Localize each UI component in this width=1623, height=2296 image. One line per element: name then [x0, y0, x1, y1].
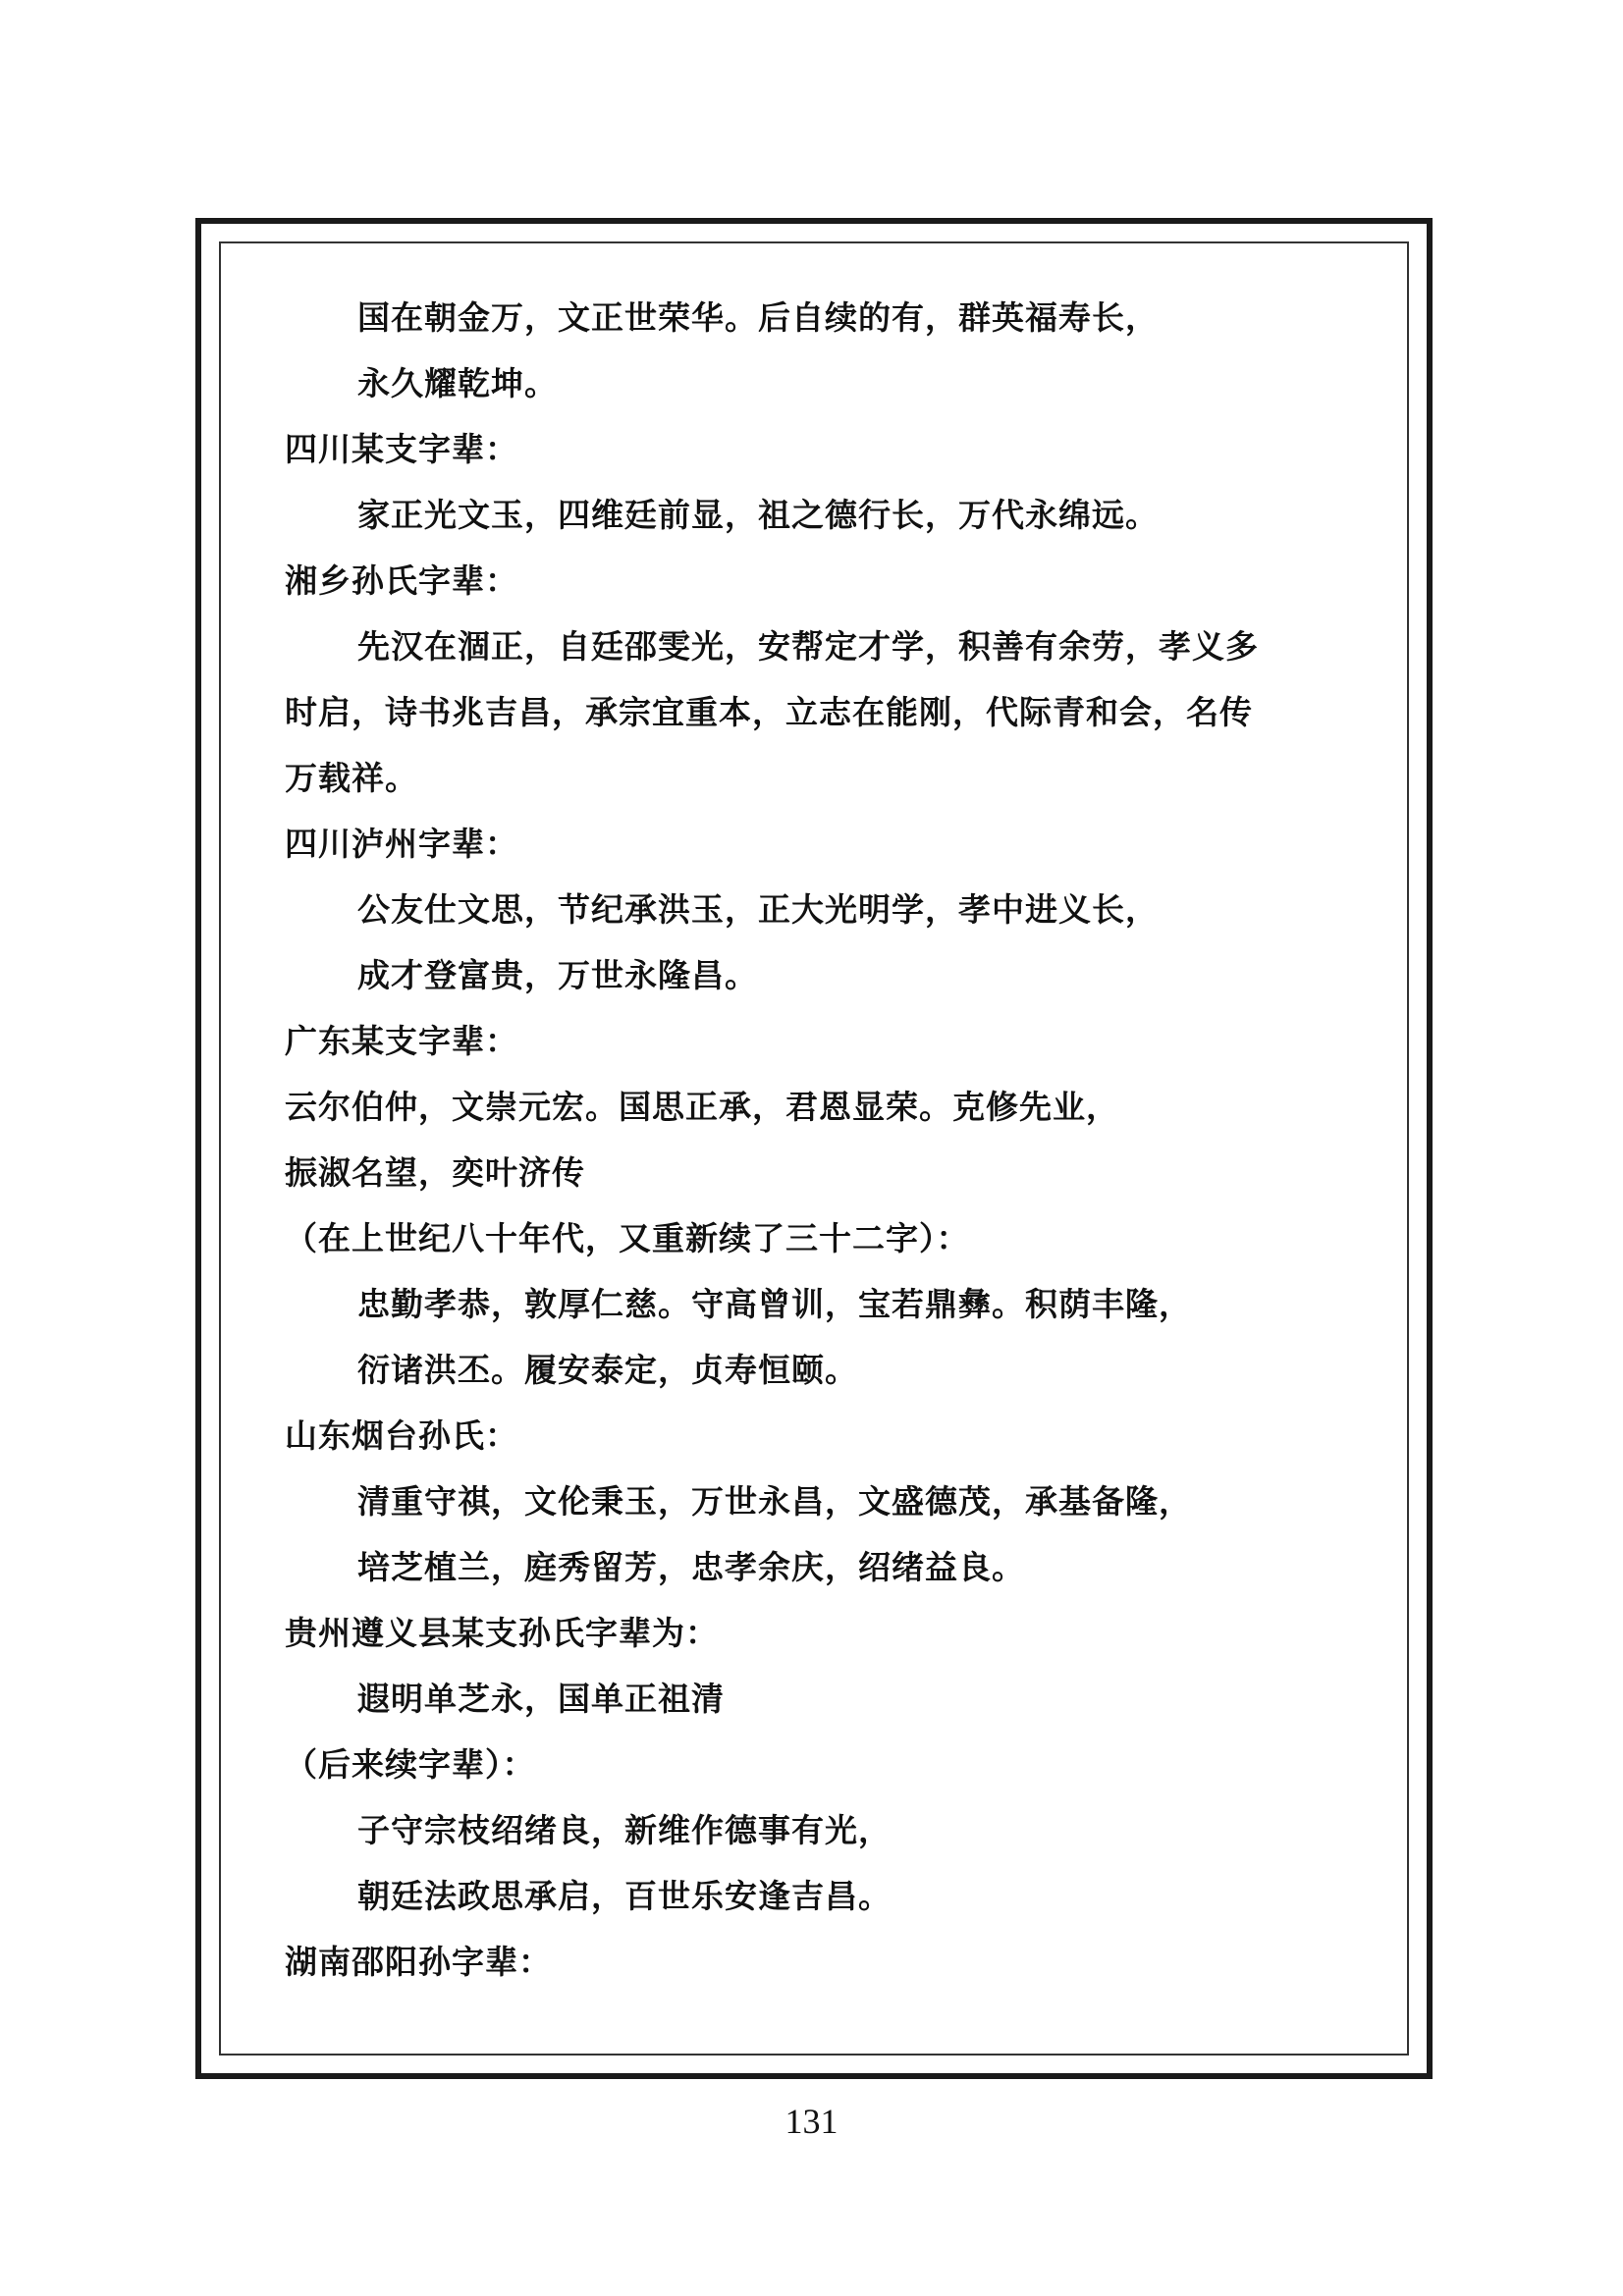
text-line: 忠勤孝恭，敦厚仁慈。守高曾训，宝若鼎彝。积荫丰隆，: [357, 1285, 1192, 1323]
text-line: 国在朝金万，文正世荣华。后自续的有，群英福寿长，: [357, 298, 1159, 337]
text-line: 家正光文玉，四维廷前显，祖之德行长，万代永绵远。: [357, 496, 1159, 534]
text-line: 先汉在涸正，自廷邵雯光，安帮定才学，积善有余劳，孝义多: [357, 627, 1259, 666]
text-line: 清重守祺，文伦秉玉，万世永昌，文盛德茂，承基备隆，: [357, 1482, 1192, 1521]
section-heading: 湖南邵阳孙字辈：: [285, 1943, 552, 1981]
text-line: 朝廷法政思承启，百世乐安逢吉昌。: [357, 1877, 892, 1915]
section-heading: 四川某支字辈：: [285, 430, 518, 468]
text-line: 遐明单芝永，国单正祖清: [357, 1680, 725, 1718]
text-line: 衍诸洪丕。履安泰定，贞寿恒颐。: [357, 1351, 858, 1389]
text-line: 云尔伯仲，文崇元宏。国思正承，君恩显荣。克修先业，: [285, 1088, 1119, 1126]
section-heading: 四川泸州字辈：: [285, 825, 518, 863]
section-heading: 广东某支字辈：: [285, 1022, 518, 1060]
text-line: 振淑名望，奕叶济传: [285, 1153, 585, 1192]
text-line: 培芝植兰，庭秀留芳，忠孝余庆，绍绪益良。: [357, 1548, 1025, 1586]
text-line: 永久耀乾坤。: [357, 364, 558, 402]
page-number: 131: [784, 2102, 839, 2141]
body-text: [285, 285, 1365, 1995]
section-heading: 湘乡孙氏字辈：: [285, 561, 518, 600]
text-line: 公友仕文思，节纪承洪玉，正大光明学，孝中进义长，: [357, 890, 1159, 929]
text-line: （在上世纪八十年代，又重新续了三十二字）：: [285, 1219, 970, 1257]
text-line: 子守宗枝绍绪良，新维作德事有光，: [357, 1811, 892, 1849]
text-line: 时启，诗书兆吉昌，承宗宜重本，立志在能刚，代际青和会，名传: [285, 693, 1253, 731]
text-line: 万载祥。: [285, 759, 418, 797]
text-line: （后来续字辈）：: [285, 1745, 536, 1784]
section-heading: 山东烟台孙氏：: [285, 1416, 518, 1455]
section-heading: 贵州遵义县某支孙氏字辈为：: [285, 1614, 719, 1652]
text-line: 成才登富贵，万世永隆昌。: [357, 956, 758, 994]
